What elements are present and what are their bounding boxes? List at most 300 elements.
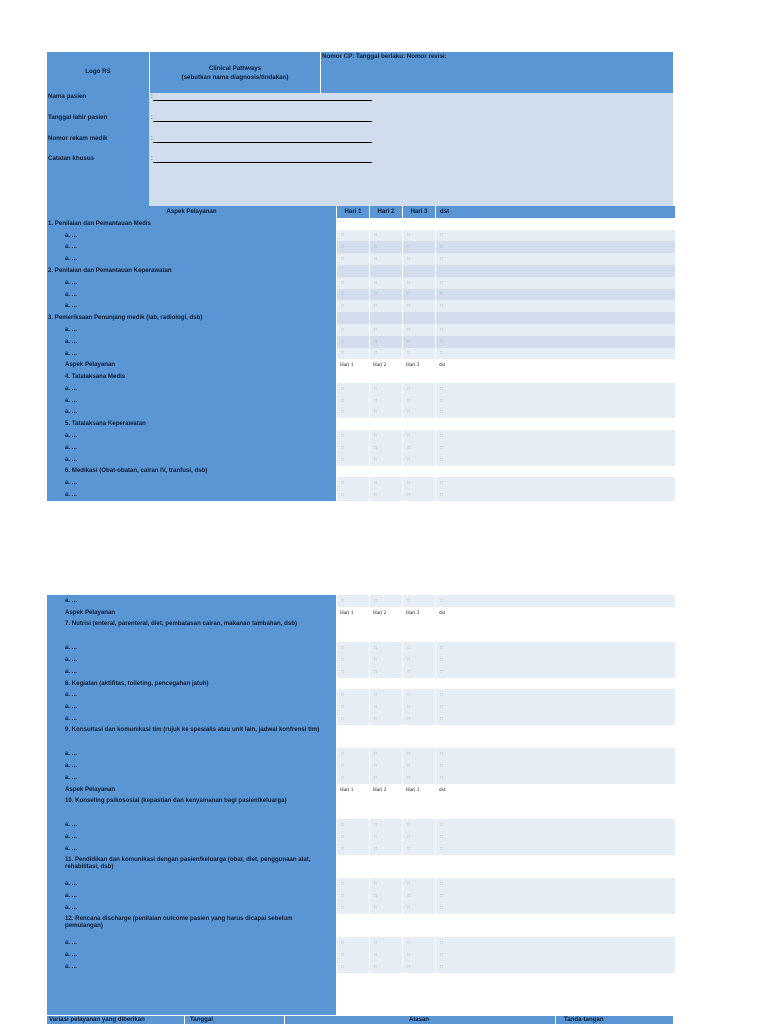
- item-label: a. ...: [47, 289, 336, 301]
- item-row: [47, 772, 675, 784]
- day-checkbox[interactable]: □: [435, 595, 675, 607]
- day-checkbox[interactable]: □: [402, 454, 435, 466]
- day-checkbox[interactable]: □: [435, 489, 675, 501]
- item-row: [47, 701, 675, 713]
- day-checkbox[interactable]: □: [336, 937, 369, 949]
- reason-label: Alasan: [409, 1016, 429, 1023]
- day-checkbox[interactable]: □: [336, 878, 369, 890]
- day-checkbox[interactable]: □: [369, 878, 402, 890]
- day-checkbox[interactable]: □: [402, 407, 435, 419]
- day-header: Hari 3: [402, 206, 435, 218]
- item-row: [47, 430, 675, 442]
- day-cell: [435, 218, 675, 230]
- item-label: a. ...: [47, 407, 336, 419]
- day-checkbox[interactable]: □: [402, 902, 435, 914]
- day-checkbox[interactable]: □: [336, 949, 369, 961]
- day-checkbox[interactable]: □: [435, 689, 675, 701]
- item-label: a. ...: [47, 442, 336, 454]
- day-checkbox[interactable]: □: [369, 430, 402, 442]
- aspek-header: Aspek Pelayanan: [47, 206, 336, 218]
- day-checkbox[interactable]: □: [336, 395, 369, 407]
- item-row: [47, 902, 675, 914]
- day-cell: [435, 973, 675, 1015]
- day-checkbox[interactable]: □: [336, 689, 369, 701]
- item-row: [47, 395, 675, 407]
- item-label: a. ...: [47, 760, 336, 772]
- day-checkbox[interactable]: □: [402, 348, 435, 360]
- day-cell: [336, 796, 369, 820]
- item-row: [47, 230, 675, 242]
- day-checkbox[interactable]: □: [402, 666, 435, 678]
- day-cell: [369, 418, 402, 430]
- day-checkbox[interactable]: □: [435, 477, 675, 489]
- item-label: a. ...: [47, 430, 336, 442]
- day-checkbox[interactable]: □: [402, 937, 435, 949]
- patient-label-column: [47, 93, 149, 206]
- day-checkbox[interactable]: □: [402, 819, 435, 831]
- signature-label: Tanda-tangan: [564, 1016, 604, 1023]
- day-checkbox[interactable]: □: [402, 843, 435, 855]
- item-label: a. ...: [47, 253, 336, 265]
- item-row: [47, 961, 675, 973]
- day-checkbox[interactable]: □: [336, 748, 369, 760]
- item-label: a. ...: [47, 902, 336, 914]
- day-checkbox[interactable]: □: [369, 383, 402, 395]
- day-checkbox[interactable]: □: [402, 595, 435, 607]
- day-checkbox[interactable]: □: [402, 300, 435, 312]
- day-checkbox[interactable]: □: [435, 324, 675, 336]
- day-cell: [369, 265, 402, 277]
- section-label: 10. Konseling psikososial (kepastian dan kenyamanan bagi pasien/keluarga): [47, 796, 336, 820]
- day-checkbox[interactable]: □: [336, 324, 369, 336]
- day-cell: [369, 855, 402, 879]
- day-cell: [336, 914, 369, 938]
- section-row: [47, 619, 675, 643]
- section-label: 11. Pendidikan dan komunikasi dengan pasien/keluarga (obat, diet, penggunaan alat, rehabilitasi, dsb): [47, 855, 336, 879]
- item-label: a. ...: [47, 831, 336, 843]
- day-checkbox[interactable]: □: [369, 407, 402, 419]
- day-cell: [336, 973, 369, 1015]
- day-checkbox[interactable]: □: [336, 289, 369, 301]
- day-cell: [336, 725, 369, 749]
- day-cell: [369, 312, 402, 324]
- day-cell: [336, 678, 369, 690]
- patient-field-label: Tanggal lahir pasien: [48, 114, 108, 121]
- day-cell: [336, 265, 369, 277]
- day-checkbox[interactable]: □: [435, 348, 675, 360]
- day-cell: [402, 619, 435, 643]
- day-checkbox[interactable]: □: [402, 878, 435, 890]
- day-header-cell: dst: [435, 607, 675, 619]
- day-checkbox[interactable]: □: [336, 713, 369, 725]
- day-cell: [336, 418, 369, 430]
- day-checkbox[interactable]: □: [336, 961, 369, 973]
- patient-field-row: [47, 155, 377, 165]
- item-label: a. ...: [47, 383, 336, 395]
- day-checkbox[interactable]: □: [336, 277, 369, 289]
- day-checkbox[interactable]: □: [336, 489, 369, 501]
- day-checkbox[interactable]: □: [402, 383, 435, 395]
- day-header-cell: Hari 3: [402, 784, 435, 796]
- item-row: [47, 595, 675, 607]
- day-cell: [336, 312, 369, 324]
- item-row: [47, 760, 675, 772]
- day-checkbox[interactable]: □: [336, 819, 369, 831]
- day-cell: [402, 418, 435, 430]
- item-label: a. ...: [47, 949, 336, 961]
- pathway-table-page-2: [47, 595, 675, 1015]
- day-checkbox[interactable]: □: [435, 961, 675, 973]
- day-checkbox[interactable]: □: [402, 442, 435, 454]
- meta-cell: [321, 52, 673, 93]
- day-header-cell: Hari 1: [336, 359, 369, 371]
- day-checkbox[interactable]: □: [435, 642, 675, 654]
- day-checkbox[interactable]: □: [336, 348, 369, 360]
- day-cell: [435, 619, 675, 643]
- patient-field-input-line[interactable]: [153, 162, 372, 163]
- day-checkbox[interactable]: □: [336, 477, 369, 489]
- day-checkbox[interactable]: □: [336, 430, 369, 442]
- repeated-header-row: [47, 784, 675, 796]
- day-checkbox[interactable]: □: [369, 949, 402, 961]
- day-checkbox[interactable]: □: [435, 336, 675, 348]
- patient-field-colon: :: [151, 135, 153, 142]
- day-checkbox[interactable]: □: [435, 701, 675, 713]
- day-checkbox[interactable]: □: [336, 772, 369, 784]
- day-checkbox[interactable]: □: [369, 902, 402, 914]
- item-row: [47, 442, 675, 454]
- day-checkbox[interactable]: □: [369, 395, 402, 407]
- day-checkbox[interactable]: □: [369, 713, 402, 725]
- day-checkbox[interactable]: □: [336, 454, 369, 466]
- item-label: a. ...: [47, 300, 336, 312]
- patient-field-label: Nama pasien: [48, 93, 87, 100]
- day-header-cell: dst: [435, 359, 675, 371]
- section-row: [47, 855, 675, 879]
- section-row: [47, 218, 675, 230]
- item-label: a. ...: [47, 961, 336, 973]
- day-checkbox[interactable]: □: [435, 760, 675, 772]
- day-checkbox[interactable]: □: [402, 489, 435, 501]
- day-cell: [369, 796, 402, 820]
- day-checkbox[interactable]: □: [369, 843, 402, 855]
- item-row: [47, 277, 675, 289]
- day-header-cell: Hari 3: [402, 359, 435, 371]
- day-checkbox[interactable]: □: [336, 407, 369, 419]
- day-cell: [369, 725, 402, 749]
- day-checkbox[interactable]: □: [369, 689, 402, 701]
- day-cell: [336, 466, 369, 478]
- item-label: a. ...: [47, 348, 336, 360]
- item-label: a. ...: [47, 277, 336, 289]
- patient-field-colon: :: [151, 114, 153, 121]
- day-checkbox[interactable]: □: [435, 430, 675, 442]
- item-row: [47, 831, 675, 843]
- day-checkbox[interactable]: □: [369, 772, 402, 784]
- day-checkbox[interactable]: □: [369, 666, 402, 678]
- day-checkbox[interactable]: □: [435, 277, 675, 289]
- section-row: [47, 796, 675, 820]
- day-checkbox[interactable]: □: [369, 642, 402, 654]
- item-label: a. ...: [47, 890, 336, 902]
- item-row: [47, 937, 675, 949]
- day-cell: [402, 678, 435, 690]
- day-checkbox[interactable]: □: [369, 277, 402, 289]
- section-row: [47, 914, 675, 938]
- day-checkbox[interactable]: □: [435, 395, 675, 407]
- day-checkbox[interactable]: □: [402, 748, 435, 760]
- day-checkbox[interactable]: □: [336, 241, 369, 253]
- day-checkbox[interactable]: □: [369, 961, 402, 973]
- logo-label: Logo RS: [85, 68, 111, 76]
- day-checkbox[interactable]: □: [435, 253, 675, 265]
- day-checkbox[interactable]: □: [402, 831, 435, 843]
- day-checkbox[interactable]: □: [336, 300, 369, 312]
- day-checkbox[interactable]: □: [402, 961, 435, 973]
- patient-field-row: [47, 135, 377, 145]
- day-checkbox[interactable]: □: [336, 831, 369, 843]
- day-checkbox[interactable]: □: [435, 383, 675, 395]
- item-label: a. ...: [47, 489, 336, 501]
- day-cell: [369, 914, 402, 938]
- section-label: 3. Pemeriksaan Penunjang medik (lab, radiologi, dsb): [47, 312, 336, 324]
- day-checkbox[interactable]: □: [402, 654, 435, 666]
- day-checkbox[interactable]: □: [336, 230, 369, 242]
- table-header-row: [47, 206, 675, 218]
- day-checkbox[interactable]: □: [402, 230, 435, 242]
- day-checkbox[interactable]: □: [336, 595, 369, 607]
- pathway-subtitle: (sebutkan nama diagnosis/tindakan): [181, 73, 289, 81]
- day-checkbox[interactable]: □: [336, 336, 369, 348]
- item-label: a. ...: [47, 477, 336, 489]
- day-checkbox[interactable]: □: [336, 701, 369, 713]
- day-checkbox[interactable]: □: [336, 654, 369, 666]
- item-row: [47, 300, 675, 312]
- day-checkbox[interactable]: □: [402, 760, 435, 772]
- day-checkbox[interactable]: □: [402, 772, 435, 784]
- day-checkbox[interactable]: □: [402, 949, 435, 961]
- blank-cell: [47, 973, 336, 1015]
- day-checkbox[interactable]: □: [369, 489, 402, 501]
- day-checkbox[interactable]: □: [402, 324, 435, 336]
- day-checkbox[interactable]: □: [369, 300, 402, 312]
- date-label: Tanggal: [190, 1016, 213, 1023]
- day-cell: [369, 973, 402, 1015]
- patient-field-label: Catatan khusus: [48, 155, 95, 162]
- day-checkbox[interactable]: □: [402, 642, 435, 654]
- item-row: [47, 878, 675, 890]
- day-cell: [402, 265, 435, 277]
- item-row: [47, 241, 675, 253]
- day-checkbox[interactable]: □: [402, 713, 435, 725]
- day-checkbox[interactable]: □: [369, 336, 402, 348]
- day-cell: [402, 973, 435, 1015]
- day-checkbox[interactable]: □: [435, 890, 675, 902]
- item-row: [47, 348, 675, 360]
- day-checkbox[interactable]: □: [369, 748, 402, 760]
- item-row: [47, 477, 675, 489]
- day-checkbox[interactable]: □: [369, 654, 402, 666]
- day-checkbox[interactable]: □: [435, 843, 675, 855]
- day-checkbox[interactable]: □: [369, 701, 402, 713]
- aspek-header: Aspek Pelayanan: [47, 784, 336, 796]
- day-checkbox[interactable]: □: [402, 289, 435, 301]
- day-checkbox[interactable]: □: [336, 383, 369, 395]
- day-checkbox[interactable]: □: [369, 230, 402, 242]
- day-checkbox[interactable]: □: [435, 300, 675, 312]
- day-checkbox[interactable]: □: [369, 760, 402, 772]
- day-checkbox[interactable]: □: [369, 890, 402, 902]
- day-checkbox[interactable]: □: [435, 289, 675, 301]
- day-checkbox[interactable]: □: [435, 713, 675, 725]
- item-row: [47, 689, 675, 701]
- day-checkbox[interactable]: □: [402, 277, 435, 289]
- day-checkbox[interactable]: □: [402, 890, 435, 902]
- aspek-header: Aspek Pelayanan: [47, 359, 336, 371]
- day-checkbox[interactable]: □: [435, 230, 675, 242]
- day-checkbox[interactable]: □: [369, 442, 402, 454]
- day-cell: [402, 796, 435, 820]
- day-checkbox[interactable]: □: [435, 831, 675, 843]
- day-checkbox[interactable]: □: [369, 241, 402, 253]
- day-header-cell: Hari 1: [336, 607, 369, 619]
- day-checkbox[interactable]: □: [435, 666, 675, 678]
- section-row: [47, 466, 675, 478]
- day-checkbox[interactable]: □: [402, 241, 435, 253]
- day-checkbox[interactable]: □: [402, 336, 435, 348]
- day-cell: [336, 619, 369, 643]
- day-checkbox[interactable]: □: [435, 819, 675, 831]
- section-row: [47, 265, 675, 277]
- item-row: [47, 666, 675, 678]
- day-cell: [402, 855, 435, 879]
- day-checkbox[interactable]: □: [402, 253, 435, 265]
- day-cell: [336, 855, 369, 879]
- day-checkbox[interactable]: □: [369, 324, 402, 336]
- day-checkbox[interactable]: □: [435, 748, 675, 760]
- day-cell: [435, 796, 675, 820]
- day-cell: [435, 265, 675, 277]
- day-checkbox[interactable]: □: [369, 831, 402, 843]
- patient-field-input-line[interactable]: [153, 100, 372, 101]
- day-checkbox[interactable]: □: [336, 843, 369, 855]
- day-checkbox[interactable]: □: [369, 289, 402, 301]
- item-label: a. ...: [47, 701, 336, 713]
- day-checkbox[interactable]: □: [369, 819, 402, 831]
- item-label: a. ...: [47, 324, 336, 336]
- section-label: 12. Rencana discharge (penilaian outcome pasien yang harus dicapai sebelum pemulangan): [47, 914, 336, 938]
- day-header-cell: Hari 2: [369, 359, 402, 371]
- title-cell: [150, 52, 320, 93]
- item-row: [47, 843, 675, 855]
- day-checkbox[interactable]: □: [435, 937, 675, 949]
- section-row: [47, 725, 675, 749]
- patient-field-label: Nomor rekam medik: [48, 135, 108, 142]
- day-checkbox[interactable]: □: [336, 760, 369, 772]
- item-label: a. ...: [47, 336, 336, 348]
- day-checkbox[interactable]: □: [369, 348, 402, 360]
- section-label: 9. Konsultasi dan komunikasi tim (rujuk ke spesialis atau unit lain, jadwal konfrensi tim): [47, 725, 336, 749]
- day-checkbox[interactable]: □: [336, 642, 369, 654]
- item-row: [47, 407, 675, 419]
- item-label: a. ...: [47, 241, 336, 253]
- section-row: [47, 418, 675, 430]
- meta-text: Nomor CP: Tanggal berlaku: Nomor revisi:: [322, 53, 447, 60]
- day-checkbox[interactable]: □: [369, 937, 402, 949]
- patient-field-input-line[interactable]: [153, 142, 372, 143]
- item-row: [47, 289, 675, 301]
- section-label: 2. Penilaian dan Pemantauan Keperawatan: [47, 265, 336, 277]
- day-checkbox[interactable]: □: [435, 949, 675, 961]
- day-checkbox[interactable]: □: [435, 772, 675, 784]
- day-checkbox[interactable]: □: [402, 395, 435, 407]
- day-checkbox[interactable]: □: [435, 654, 675, 666]
- day-header-cell: Hari 1: [336, 784, 369, 796]
- item-label: a. ...: [47, 748, 336, 760]
- day-checkbox[interactable]: □: [402, 701, 435, 713]
- item-label: a. ...: [47, 395, 336, 407]
- patient-field-input-line[interactable]: [153, 121, 372, 122]
- day-header: dst: [435, 206, 675, 218]
- day-checkbox[interactable]: □: [435, 241, 675, 253]
- day-cell: [435, 678, 675, 690]
- patient-field-colon: :: [151, 155, 153, 162]
- section-label: 8. Kegiatan (aktifitas, toileting, pencegahan jatuh): [47, 678, 336, 690]
- day-checkbox[interactable]: □: [435, 442, 675, 454]
- day-cell: [336, 371, 369, 383]
- day-checkbox[interactable]: □: [336, 253, 369, 265]
- item-row: [47, 253, 675, 265]
- day-checkbox[interactable]: □: [336, 890, 369, 902]
- item-label: a. ...: [47, 454, 336, 466]
- day-cell: [402, 371, 435, 383]
- day-checkbox[interactable]: □: [336, 666, 369, 678]
- day-checkbox[interactable]: □: [336, 442, 369, 454]
- item-label: a. ...: [47, 595, 336, 607]
- day-checkbox[interactable]: □: [369, 595, 402, 607]
- day-checkbox[interactable]: □: [402, 689, 435, 701]
- item-row: [47, 949, 675, 961]
- day-checkbox[interactable]: □: [369, 454, 402, 466]
- item-row: [47, 748, 675, 760]
- variance-header-row: [47, 1016, 673, 1024]
- day-checkbox[interactable]: □: [402, 430, 435, 442]
- item-row: [47, 336, 675, 348]
- day-checkbox[interactable]: □: [435, 454, 675, 466]
- day-checkbox[interactable]: □: [435, 878, 675, 890]
- logo-cell: [47, 52, 149, 93]
- patient-field-row: [47, 93, 377, 103]
- day-checkbox[interactable]: □: [435, 902, 675, 914]
- aspek-header: Aspek Pelayanan: [47, 607, 336, 619]
- day-header: Hari 2: [369, 206, 402, 218]
- day-cell: [435, 312, 675, 324]
- day-checkbox[interactable]: □: [369, 477, 402, 489]
- day-cell: [435, 371, 675, 383]
- day-cell: [435, 855, 675, 879]
- day-checkbox[interactable]: □: [402, 477, 435, 489]
- day-checkbox[interactable]: □: [435, 407, 675, 419]
- day-cell: [402, 725, 435, 749]
- blank-row: [47, 973, 675, 1015]
- pathway-table-page-1: [47, 206, 675, 501]
- item-row: [47, 454, 675, 466]
- day-checkbox[interactable]: □: [336, 902, 369, 914]
- item-row: [47, 819, 675, 831]
- repeated-header-row: [47, 607, 675, 619]
- day-checkbox[interactable]: □: [369, 253, 402, 265]
- day-cell: [435, 914, 675, 938]
